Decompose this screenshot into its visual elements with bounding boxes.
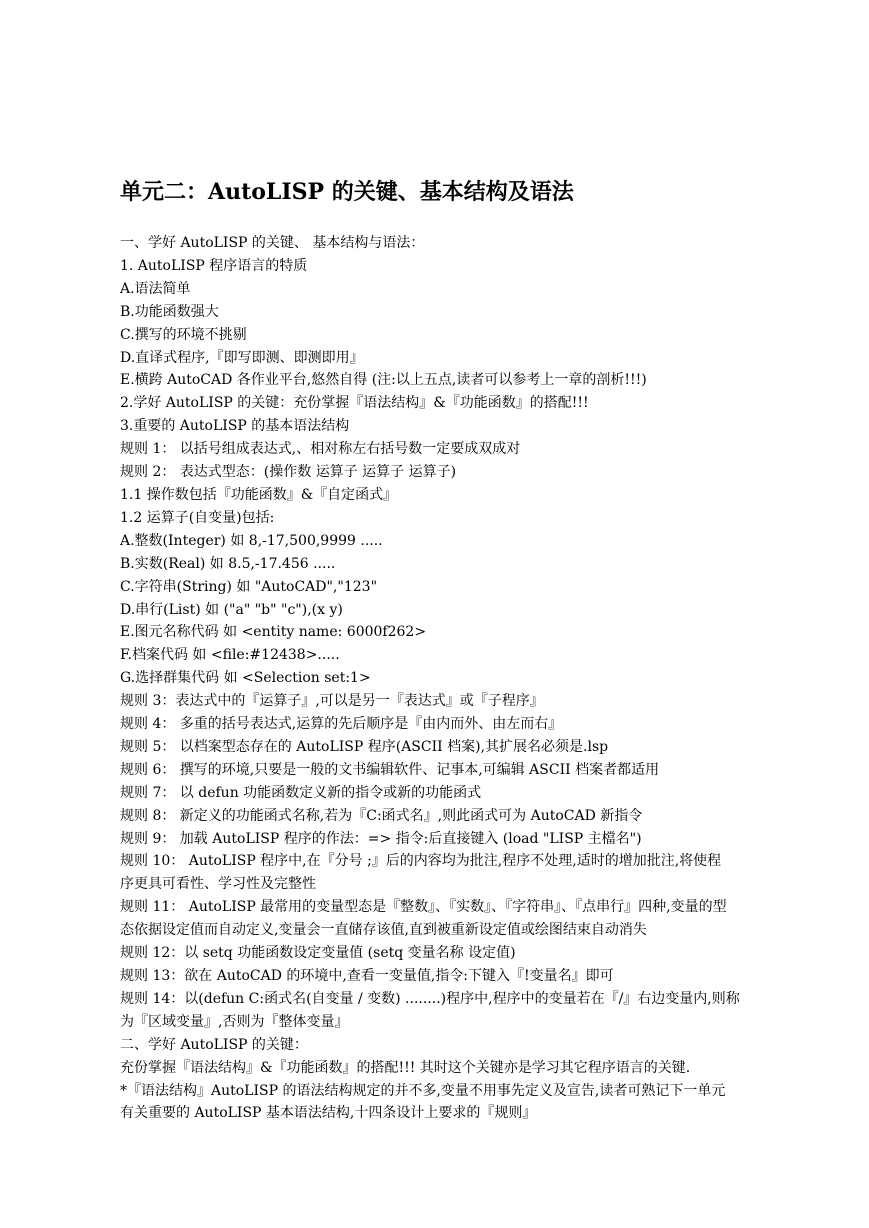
list-item: B.功能函数强大	[120, 303, 219, 320]
list-item: F.档案代码 如 <file:#12438>.....	[120, 647, 340, 664]
rule-line: 规则 7： 以 defun 功能函数定义新的指令或新的功能函式	[120, 784, 482, 801]
rule-line: 规则 2： 表达式型态：(操作数 运算子 运算子 运算子)	[120, 464, 457, 481]
section-heading: 二、学好 AutoLISP 的关键：	[120, 1036, 308, 1053]
rule-line: 规则 14：以(defun C:函式名(自变量 / 变数) ........)程序中,程序中的变量若在『/』右边变量内,则称	[120, 990, 740, 1007]
list-item: D.直译式程序,『即写即测、即测即用』	[120, 349, 364, 366]
text-line: *『语法结构』AutoLISP 的语法结构规定的并不多,变量不用事先定义及宣告,读者可熟记下一单元	[120, 1082, 726, 1099]
list-item: G.选择群集代码 如 <Selection set:1>	[120, 670, 371, 687]
rule-line: 规则 10： AutoLISP 程序中,在『分号 ;』后的内容均为批注,程序不处理,适时的增加批注,将使程	[120, 853, 722, 870]
list-item: A.语法简单	[120, 280, 191, 297]
text-line: 1.2 运算子(自变量)包括:	[120, 509, 275, 526]
subsection-heading: 1. AutoLISP 程序语言的特质	[120, 257, 308, 274]
list-item: A.整数(Integer) 如 8,-17,500,9999 .....	[120, 532, 383, 549]
list-item: E.图元名称代码 如 <entity name: 6000f262>	[120, 624, 427, 641]
list-item: B.实数(Real) 如 8.5,-17.456 .....	[120, 555, 336, 572]
subsection-heading: 3.重要的 AutoLISP 的基本语法结构	[120, 418, 350, 435]
list-item: C.撰写的环境不挑剔	[120, 326, 247, 343]
text-line: 有关重要的 AutoLISP 基本语法结构,十四条设计上要求的『规则』	[120, 1105, 537, 1122]
rule-line-continuation: 态依据设定值而自动定义,变量会一直储存该值,直到被重新设定值或绘图结束自动消失	[120, 922, 647, 939]
subsection-heading: 2.学好 AutoLISP 的关键：充份掌握『语法结构』&『功能函数』的搭配!!!	[120, 395, 589, 412]
section-heading: 一、学好 AutoLISP 的关键、 基本结构与语法：	[120, 235, 425, 251]
rule-line: 规则 4： 多重的括号表达式,运算的先后顺序是『由内而外、由左而右』	[120, 716, 563, 733]
document-title: 单元二：AutoLISP 的关键、基本结构及语法	[120, 179, 574, 205]
rule-line-continuation: 为『区域变量』,否则为『整体变量』	[120, 1013, 349, 1030]
rule-line-continuation: 序更具可看性、学习性及完整性	[120, 876, 316, 893]
document-body	[120, 232, 770, 1125]
rule-line: 规则 11： AutoLISP 最常用的变量型态是『整数』、『实数』、『字符串』、『点串行』四种,变量的型	[120, 899, 727, 916]
rule-line: 规则 8： 新定义的功能函式名称,若为『C:函式名』,则此函式可为 AutoCAD 新指令	[120, 807, 643, 824]
list-item: C.字符串(String) 如 "AutoCAD","123"	[120, 578, 378, 595]
text-line: 1.1 操作数包括『功能函数』&『自定函式』	[120, 486, 398, 503]
rule-line: 规则 12：以 setq 功能函数设定变量值 (setq 变量名称 设定值)	[120, 945, 516, 962]
rule-line: 规则 13：欲在 AutoCAD 的环境中,查看一变量值,指令:下键入『!变量名』即可	[120, 968, 614, 984]
rule-line: 规则 9： 加载 AutoLISP 程序的作法：=> 指令:后直接键入 (load "LISP 主檔名")	[120, 830, 642, 847]
rule-line: 规则 3：表达式中的『运算子』,可以是另一『表达式』或『子程序』	[120, 693, 544, 710]
list-item: E.横跨 AutoCAD 各作业平台,悠然自得 (注:以上五点,读者可以参考上一章的剖析!!!)	[120, 372, 647, 389]
text-line: 充份掌握『语法结构』&『功能函数』的搭配!!! 其时这个关键亦是学习其它程序语言的关键.	[120, 1059, 691, 1076]
rule-line: 规则 6： 撰写的环境,只要是一般的文书编辑软件、记事本,可编辑 ASCII 档案者都适用	[120, 761, 660, 778]
rule-line: 规则 5： 以档案型态存在的 AutoLISP 程序(ASCII 档案),其扩展名必须是.lsp	[120, 738, 609, 755]
rule-line: 规则 1： 以括号组成表达式,、相对称左右括号数一定要成双成对	[120, 441, 521, 458]
list-item: D.串行(List) 如 ("a" "b" "c"),(x y)	[120, 601, 343, 618]
